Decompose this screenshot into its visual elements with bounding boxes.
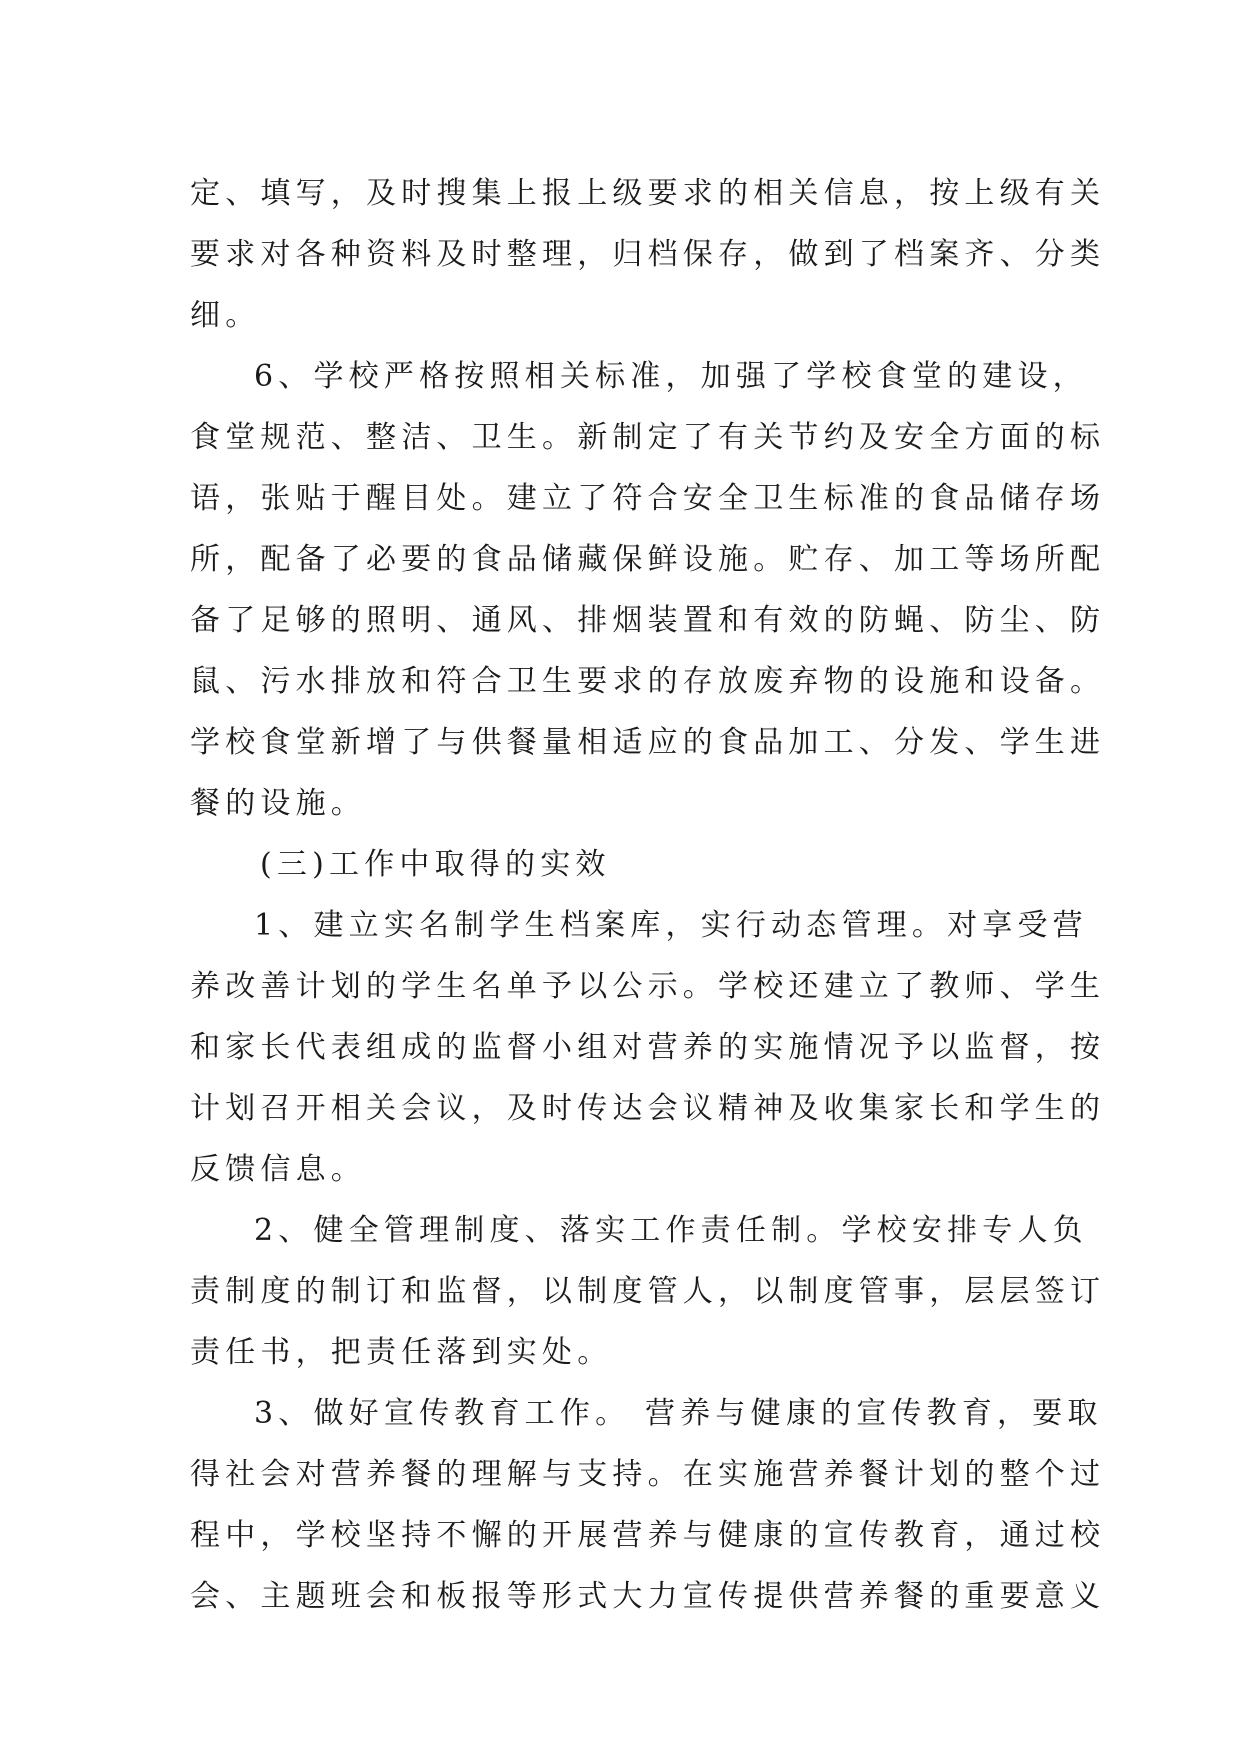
text-line: 餐的设施。 bbox=[190, 786, 366, 821]
text-line: 备了足够的照明、通风、排烟装置和有效的防蝇、防尘、防 bbox=[190, 603, 1106, 638]
text-line: 鼠、污水排放和符合卫生要求的存放废弃物的设施和设备。 bbox=[190, 664, 1106, 699]
text-line: 学校食堂新增了与供餐量相适应的食品加工、分发、学生进 bbox=[190, 725, 1106, 760]
text-line: 食堂规范、整洁、卫生。新制定了有关节约及安全方面的标 bbox=[190, 420, 1106, 455]
text-line: 反馈信息。 bbox=[190, 1152, 366, 1187]
paragraph-1-first-line: 1、建立实名制学生档案库，实行动态管理。对享受营 bbox=[254, 908, 1088, 943]
text-line: 计划召开相关会议，及时传达会议精神及收集家长和学生的 bbox=[190, 1091, 1106, 1126]
paragraph-2-first-line: 2、健全管理制度、落实工作责任制。学校安排专人负 bbox=[254, 1213, 1088, 1248]
text-line: 定、填写，及时搜集上报上级要求的相关信息，按上级有关 bbox=[190, 176, 1106, 211]
text-line: 细。 bbox=[190, 298, 261, 333]
text-line: 会、主题班会和板报等形式大力宣传提供营养餐的重要意义 bbox=[190, 1579, 1106, 1614]
text-line: 责任书，把责任落到实处。 bbox=[190, 1335, 613, 1370]
text-line: 要求对各种资料及时整理，归档保存，做到了档案齐、分类 bbox=[190, 237, 1106, 272]
section-heading: (三)工作中取得的实效 bbox=[260, 847, 611, 882]
text-line: 得社会对营养餐的理解与支持。在实施营养餐计划的整个过 bbox=[190, 1457, 1106, 1492]
text-line: 责制度的制订和监督，以制度管人，以制度管事，层层签订 bbox=[190, 1274, 1106, 1309]
text-line: 和家长代表组成的监督小组对营养的实施情况予以监督，按 bbox=[190, 1030, 1106, 1065]
text-line: 养改善计划的学生名单予以公示。学校还建立了教师、学生 bbox=[190, 969, 1106, 1004]
text-line: 所，配备了必要的食品储藏保鲜设施。贮存、加工等场所配 bbox=[190, 542, 1106, 577]
paragraph-3-first-line: 3、做好宣传教育工作。 营养与健康的宣传教育，要取 bbox=[254, 1396, 1103, 1431]
text-line: 程中，学校坚持不懈的开展营养与健康的宣传教育，通过校 bbox=[190, 1518, 1106, 1553]
paragraph-6-first-line: 6、学校严格按照相关标准，加强了学校食堂的建设， bbox=[254, 359, 1088, 394]
text-line: 语，张贴于醒目处。建立了符合安全卫生标准的食品储存场 bbox=[190, 481, 1106, 516]
body-text bbox=[190, 163, 1106, 1627]
